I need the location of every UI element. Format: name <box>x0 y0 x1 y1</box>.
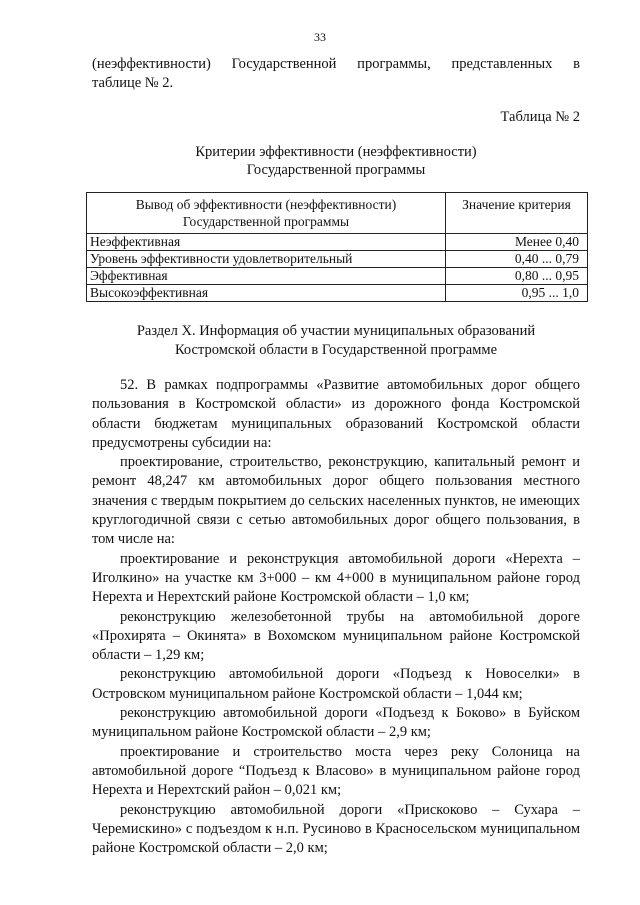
row-value: Менее 0,40 <box>446 234 588 251</box>
paragraph: реконструкцию автомобильной дороги «Прискоково – Сухара – Черемискино» с подъездом к н.п. Русиново в Красносельском муниципальном районе Костромской области – 2,0 км; <box>92 801 580 857</box>
intro-line-2: таблице № 2. <box>92 75 174 91</box>
page-number: 33 <box>314 30 326 44</box>
criteria-table <box>86 192 588 302</box>
header-criterion-value: Значение критерия <box>446 193 588 234</box>
row-value: 0,40 ... 0,79 <box>446 251 588 268</box>
paragraph: проектирование, строительство, реконструкцию, капитальный ремонт и ремонт 48,247 км автомобильных дорог общего пользования местного значения с твердым покрытием до сельских населенных пунктов, не имеющих круглогодичной связи с сетью автомобильных дорог общего пользования, в том числе на: <box>92 454 580 548</box>
paragraph: проектирование и реконструкция автомобильной дороги «Нерехта – Иголкино» на участке км 3+000 – км 4+000 в муниципальном районе город Нерехта и Нерехтский районе Костромской области – 1,0 км; <box>92 550 580 606</box>
caption-line-2: Государственной программы <box>246 162 426 178</box>
section-heading <box>92 322 580 360</box>
body-text <box>92 376 580 858</box>
table-label: Таблица № 2 <box>500 109 580 125</box>
table-caption <box>92 143 580 179</box>
row-label: Эффективная <box>87 268 446 285</box>
section-heading-line-2: Костромской области в Государственной программе <box>174 342 498 358</box>
caption-line-1: Критерии эффективности (неэффективности) <box>195 144 477 160</box>
paragraph: реконструкцию автомобильной дороги «Подъезд к Боково» в Буйском муниципальном районе Костромской области – 2,9 км; <box>92 705 580 741</box>
header-conclusion-line-2: Государственной программы <box>182 214 350 229</box>
section-heading-line-1: Раздел X. Информация об участии муниципальных образований <box>136 323 536 339</box>
table-header-row <box>87 193 588 234</box>
paragraph: 52. В рамках подпрограммы «Развитие автомобильных дорог общего пользования в Костромской области» из дорожного фонда Костромской области бюджетам муниципальных образований Костромской области предусмотрены субсидии на: <box>92 377 580 451</box>
row-value: 0,95 ... 1,0 <box>446 285 588 302</box>
table-row <box>87 285 588 302</box>
paragraph: реконструкцию железобетонной трубы на автомобильной дороге «Прохирята – Окинята» в Вохомском муниципальном районе Костромской области – 1,29 км; <box>92 608 580 664</box>
table-row <box>87 268 588 285</box>
header-conclusion <box>87 193 446 234</box>
row-label: Уровень эффективности удовлетворительный <box>87 251 446 268</box>
row-value: 0,80 ... 0,95 <box>446 268 588 285</box>
intro-line-1: (неэффективности) Государственной программы, представленных в <box>92 56 580 72</box>
paragraph: проектирование и строительство моста через реку Солоница на автомобильной дороге “Подъезд к Власово» в муниципальном районе город Нерехта и Нерехтский район – 0,021 км; <box>92 743 580 799</box>
table-row <box>87 234 588 251</box>
row-label: Высокоэффективная <box>87 285 446 302</box>
paragraph: реконструкцию автомобильной дороги «Подъезд к Новоселки» в Островском муниципальном районе Костромской области – 1,044 км; <box>92 666 580 702</box>
row-label: Неэффективная <box>87 234 446 251</box>
table-row <box>87 251 588 268</box>
header-conclusion-line-1: Вывод об эффективности (неэффективности) <box>135 197 397 212</box>
